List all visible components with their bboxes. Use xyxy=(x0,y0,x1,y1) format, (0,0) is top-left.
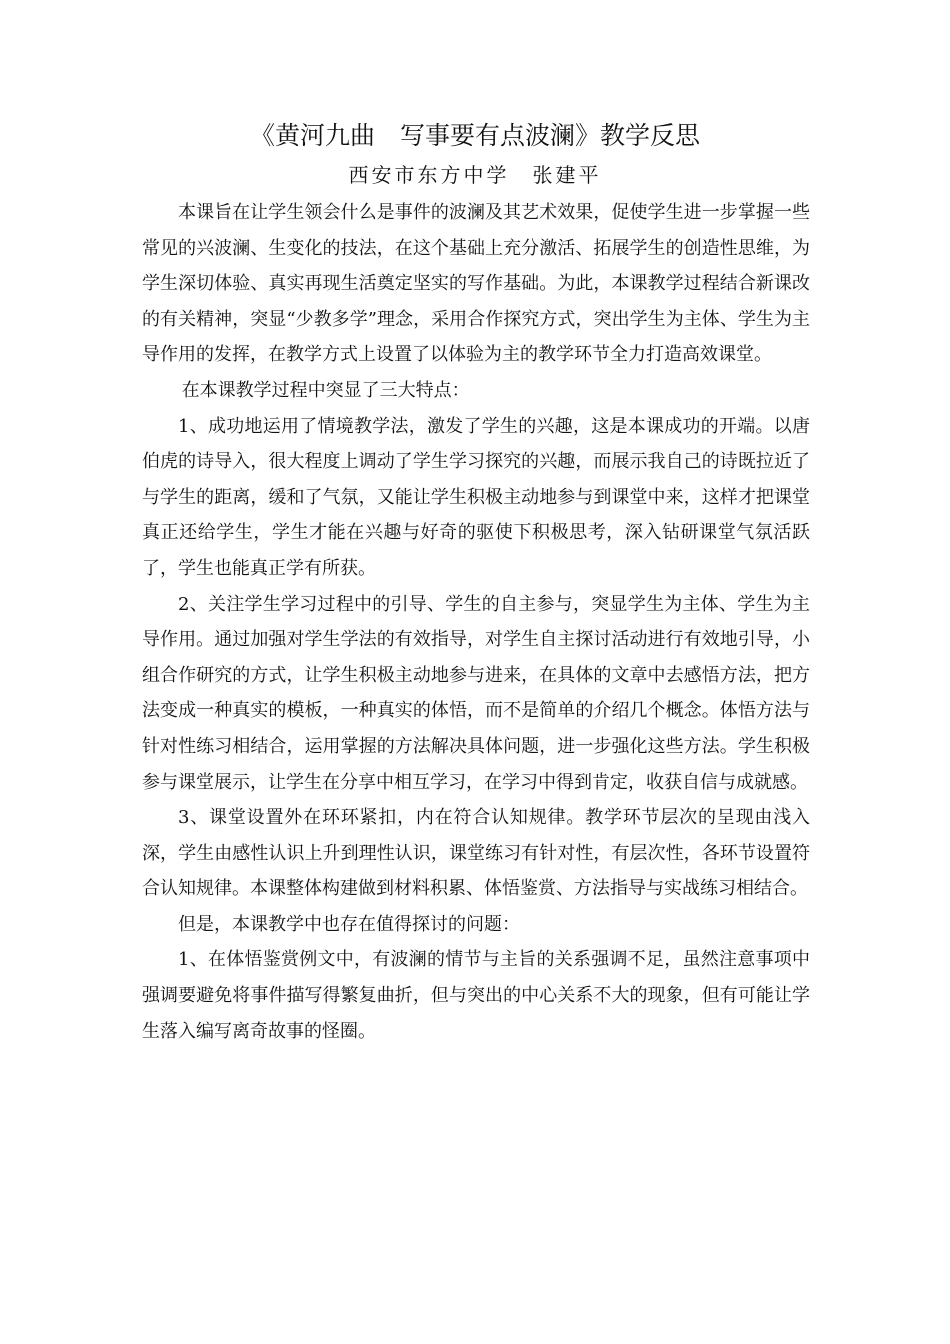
paragraph-intro: 本课旨在让学生领会什么是事件的波澜及其艺术效果，促使学生进一步掌握一些常见的兴波澜、生变化的技法，在这个基础上充分激活、拓展学生的创造性思维，为学生深切体验、真实再现生活奠定坚实的写作基础。为此，本课教学过程结合新课改的有关精神，突显“少教多学”理念，采用合作探究方式，突出学生为主体、学生为主导作用的发挥，在教学方式上设置了以体验为主的教学环节全力打造高效课堂。 xyxy=(142,202,810,366)
paragraph-feature-1: 1、成功地运用了情境教学法，激发了学生的兴趣，这是本课成功的开端。以唐伯虎的诗导入，很大程度上调动了学生学习探究的兴趣，而展示我自己的诗既拉近了与学生的距离，缓和了气氛，又能让学生积极主动地参与到课堂中来，这样才把课堂真正还给学生，学生才能在兴趣与好奇的驱使下积极思考，深入钻研课堂气氛活跃了，学生也能真正学有所获。 xyxy=(142,415,810,579)
document-author: 西安市东方中学 张建平 xyxy=(348,163,602,187)
paragraph-feature-2: 2、关注学生学习过程中的引导、学生的自主参与，突显学生为主体、学生为主导作用。通过加强对学生学法的有效指导，对学生自主探讨活动进行有效地引导，小组合作研究的方式，让学生积极主动地参与进来，在具体的文章中去感悟方法，把方法变成一种真实的模板，一种真实的体悟，而不是简单的介绍几个概念。体悟方法与针对性练习相结合，运用掌握的方法解决具体问题，进一步强化这些方法。学生积极参与课堂展示，让学生在分享中相互学习，在学习中得到肯定，收获自信与成就感。 xyxy=(142,593,810,793)
paragraph-issues-heading: 但是，本课教学中也存在值得探讨的问题： xyxy=(178,913,520,935)
paragraph-feature-3: 3、课堂设置外在环环紧扣，内在符合认知规律。教学环节层次的呈现由浅入深，学生由感性认识上升到理性认识，课堂练习有针对性，有层次性，各环节设置符合认知规律。本课整体构建做到材料积累、体悟鉴赏、方法指导与实战练习相结合。 xyxy=(142,807,810,900)
paragraph-features-heading: 在本课教学过程中突显了三大特点： xyxy=(181,379,470,401)
document-title: 《黄河九曲 写事要有点波澜》教学反思 xyxy=(249,121,700,150)
paragraph-issue-1: 1、在体悟鉴赏例文中，有波澜的情节与主旨的关系强调不足，虽然注意事项中强调要避免将事件描写得繁复曲折，但与突出的中心关系不大的现象，但有可能让学生落入编写离奇故事的怪圈。 xyxy=(142,949,810,1042)
document-body xyxy=(142,195,810,1049)
